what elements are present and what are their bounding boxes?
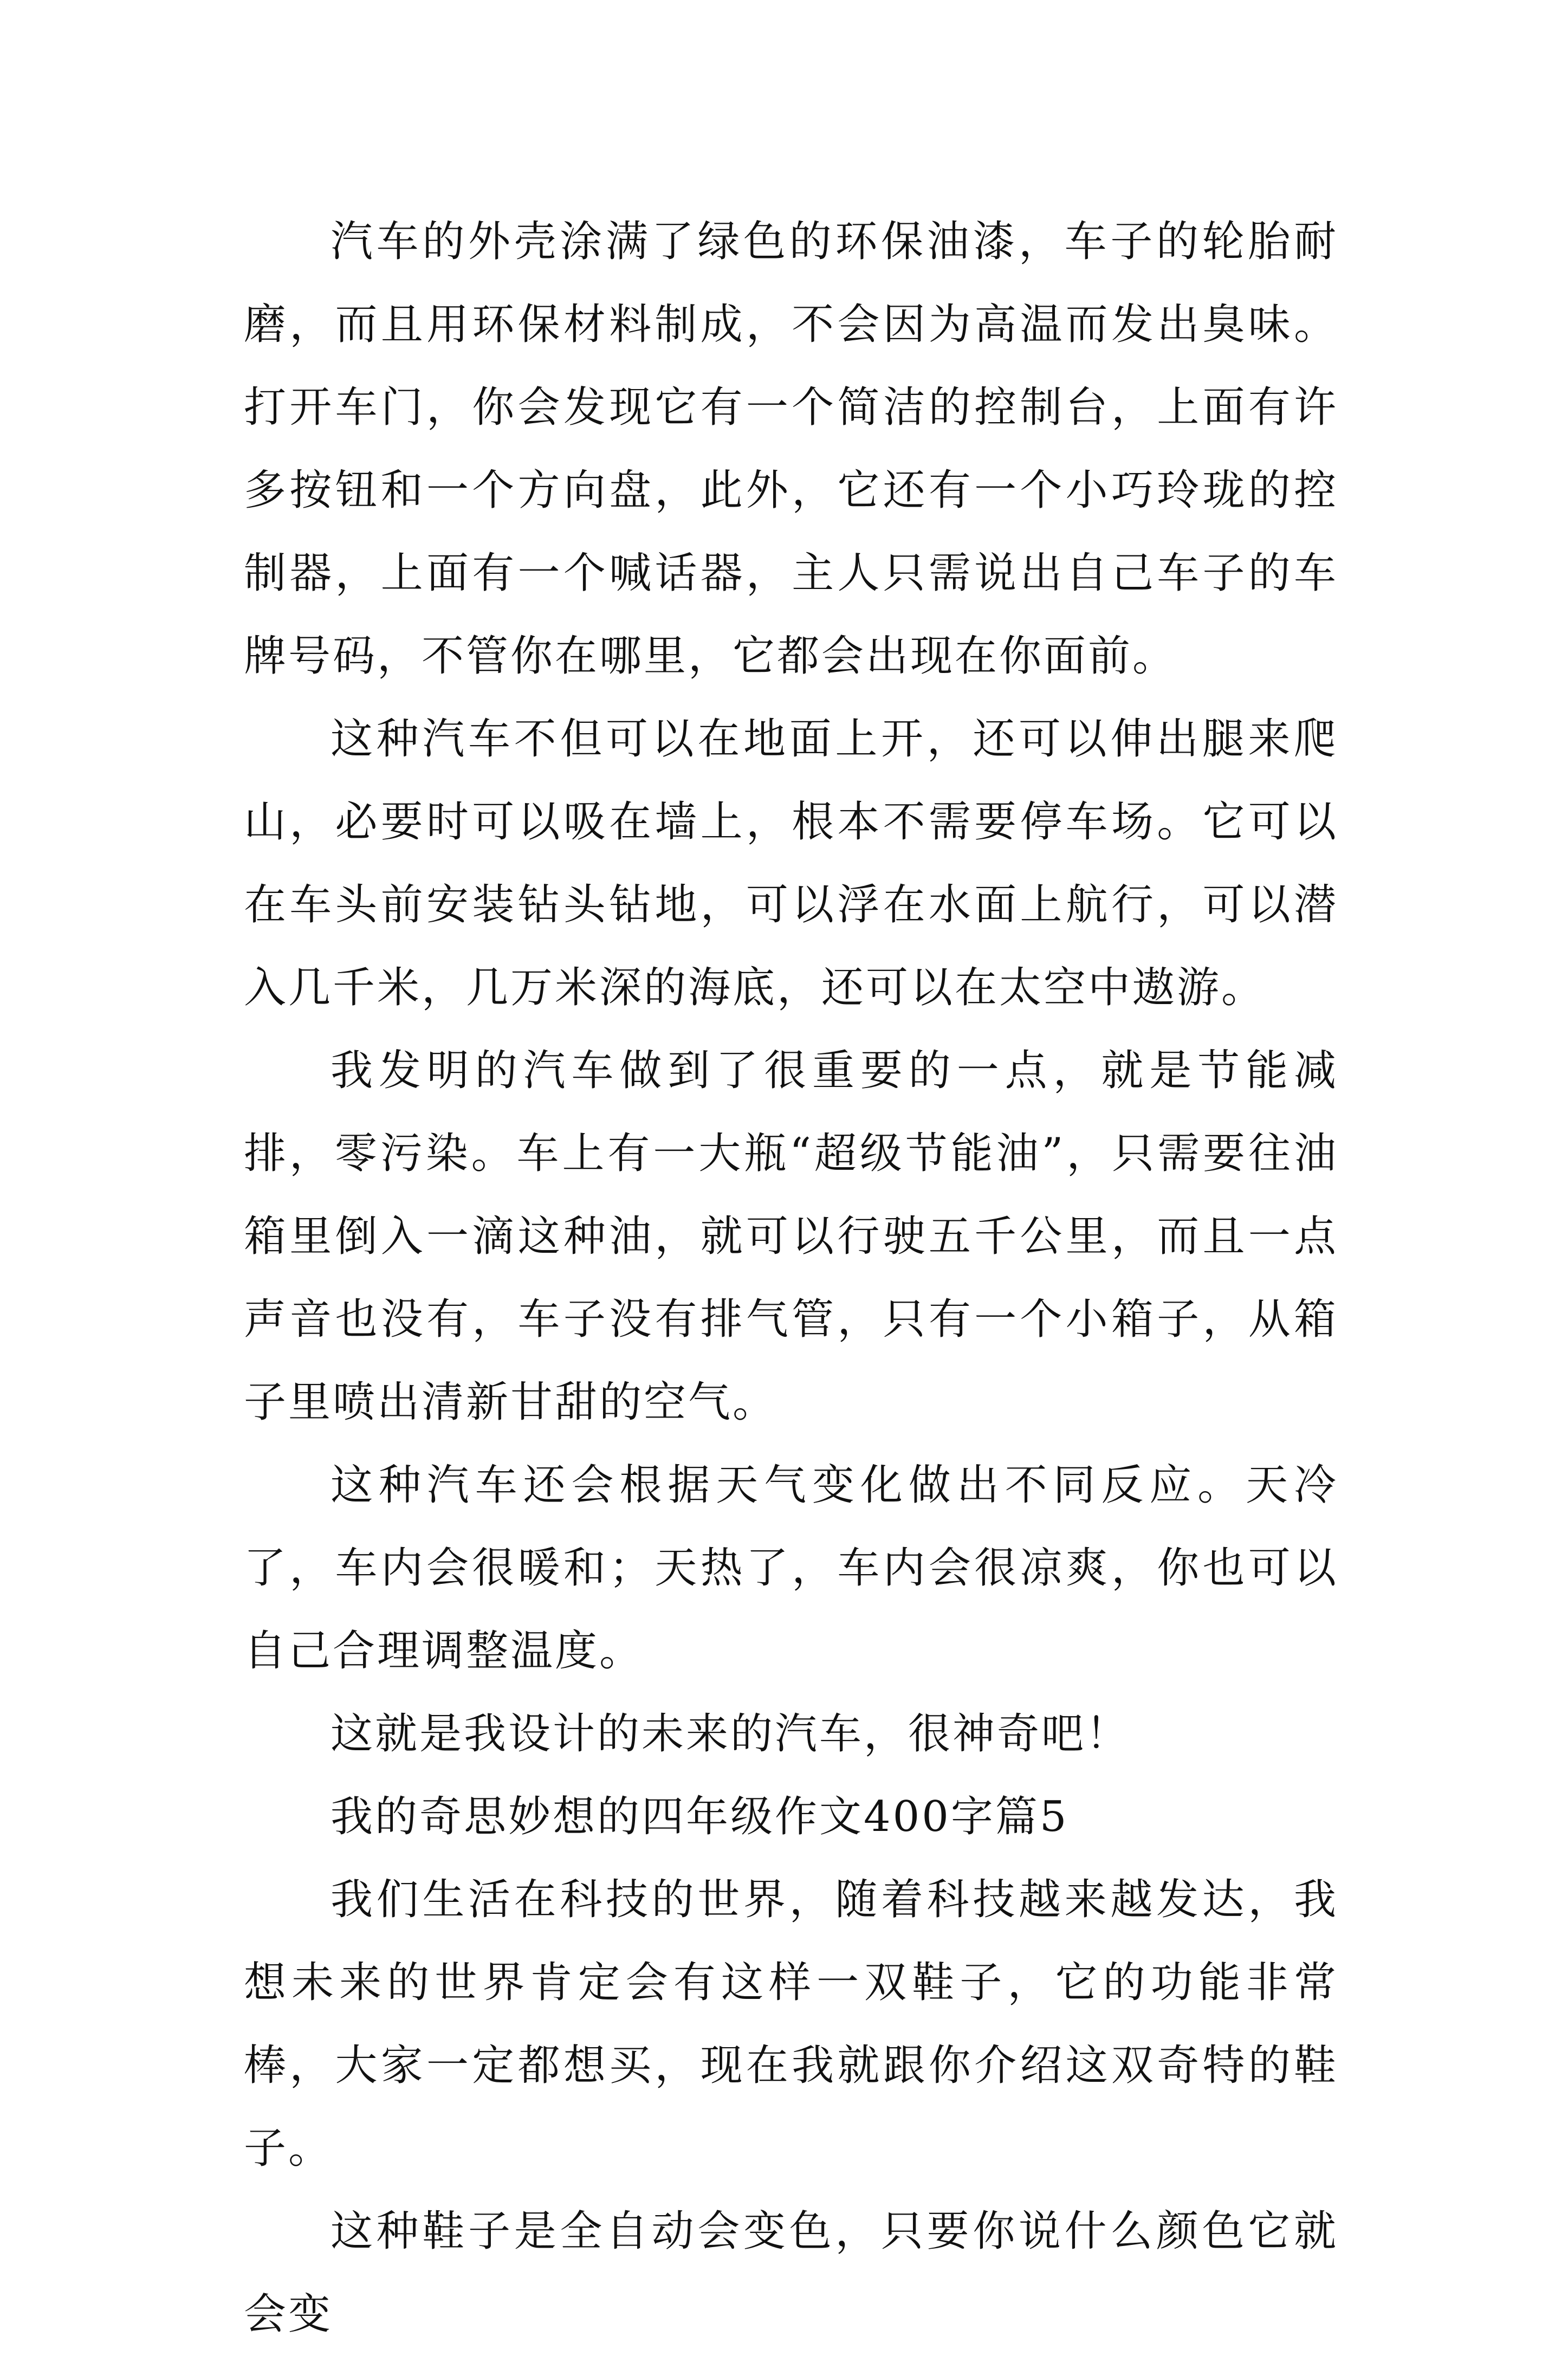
paragraph: 汽车的外壳涂满了绿色的环保油漆，车子的轮胎耐磨，而且用环保材料制成，不会因为高温而发出臭味。打开车门，你会发现它有一个简洁的控制台，上面有许多按钮和一个方向盘，此外，它还有一个小巧玲珑的控制器，上面有一个喊话器，主人只需说出自己车子的车牌号码，不管你在哪里，它都会出现在你面前。 [244,217,1338,681]
paragraph: 这种汽车不但可以在地面上开，还可以伸出腿来爬山，必要时可以吸在墙上，根本不需要停车场。它可以在车头前安装钻头钻地，可以浮在水面上航行，可以潜入几千米，几万米深的海底，还可以在太空中遨游。 [244,715,1338,1012]
paragraph: 这种汽车还会根据天气变化做出不同反应。天冷了，车内会很暖和；天热了，车内会很凉爽，你也可以自己合理调整温度。 [244,1461,1338,1675]
paragraph: 这种鞋子是全自动会变色，只要你说什么颜色它就会变 [244,2207,1338,2339]
section-heading: 我的奇思妙想的四年级作文400字篇5 [331,1792,1069,1841]
paragraph: 这就是我设计的未来的汽车，很神奇吧！ [331,1710,1131,1758]
document-body [244,200,1338,2356]
paragraph: 我们生活在科技的世界，随着科技越来越发达，我想未来的世界肯定会有这样一双鞋子，它的功能非常棒，大家一定都想买，现在我就跟你介绍这双奇特的鞋子。 [244,1875,1338,2173]
paragraph: 我发明的汽车做到了很重要的一点，就是节能减排，零污染。车上有一大瓶“超级节能油”，只需要往油箱里倒入一滴这种油，就可以行驶五千公里，而且一点声音也没有，车子没有排气管，只有一个小箱子，从箱子里喷出清新甘甜的空气。 [244,1046,1338,1427]
